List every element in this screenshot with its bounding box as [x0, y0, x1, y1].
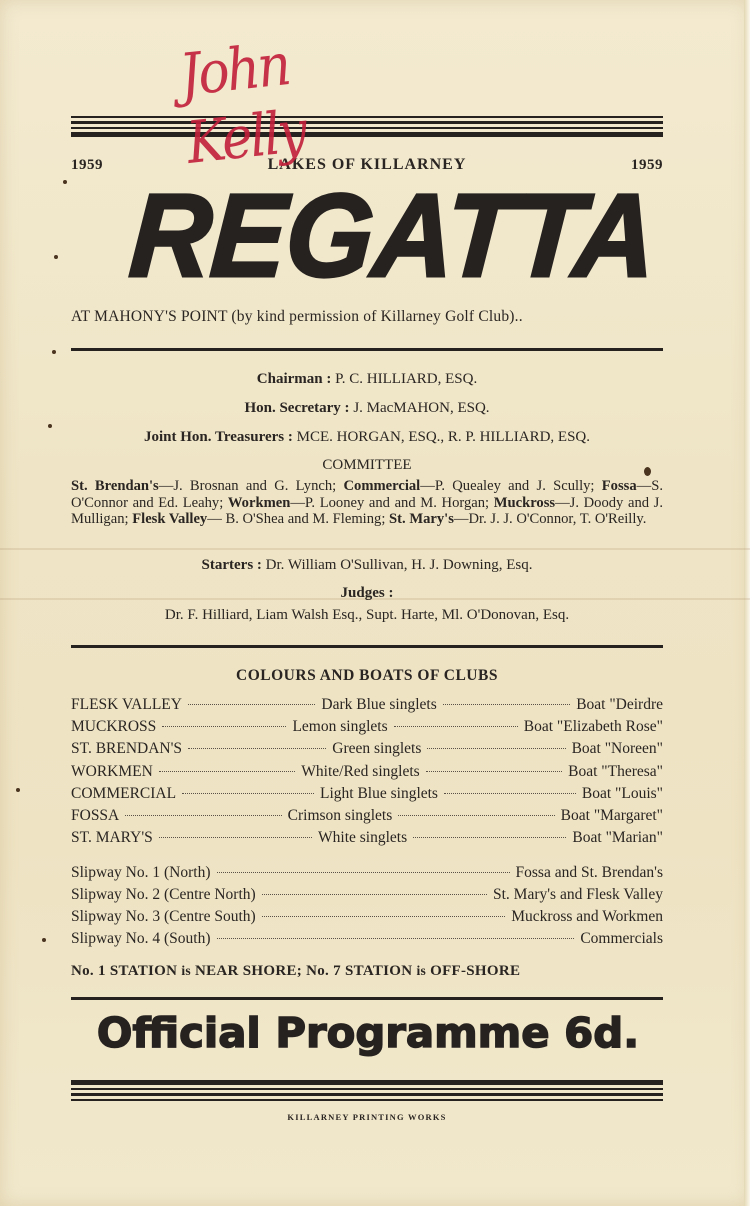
- slipway-clubs: Fossa and St. Brendan's: [515, 864, 663, 881]
- judges-names: Dr. F. Hilliard, Liam Walsh Esq., Supt. Harte, Ml. O'Donovan, Esq.: [164, 607, 570, 623]
- dot-leader: [182, 793, 314, 794]
- chairman-line: [71, 371, 663, 388]
- club-name: MUCKROSS: [71, 718, 157, 735]
- secretary-line: [71, 400, 663, 417]
- club-boat: Boat "Noreen": [571, 740, 663, 757]
- station-text: OFF-SHORE: [426, 963, 521, 979]
- club-colours: Green singlets: [332, 740, 422, 757]
- station-note: [71, 963, 671, 980]
- treasurers-line: [71, 429, 663, 446]
- secretary-name: J. MacMAHON, ESQ.: [353, 400, 490, 416]
- dot-leader: [443, 704, 570, 705]
- judges-heading: [71, 585, 663, 602]
- committee-members: —Dr. J. J. O'Connor, T. O'Reilly.: [453, 511, 647, 527]
- committee-members: —J. Doody and J. Mulligan;: [71, 494, 663, 527]
- dot-leader: [217, 872, 510, 873]
- committee-club: Muckross: [493, 494, 556, 511]
- club-boat: Boat "Elizabeth Rose": [523, 718, 663, 735]
- club-row: [71, 785, 663, 807]
- dot-leader: [262, 894, 487, 895]
- dot-leader: [159, 837, 312, 838]
- paper-speck: [42, 938, 46, 942]
- club-boat: Boat "Theresa": [568, 763, 663, 780]
- club-name: WORKMEN: [71, 763, 153, 780]
- dot-leader: [444, 793, 576, 794]
- judges-label: Judges :: [340, 585, 394, 601]
- starters-label: Starters :: [201, 557, 262, 573]
- starters-line: [71, 557, 663, 574]
- club-name: COMMERCIAL: [71, 785, 177, 802]
- committee-members: — B. O'Shea and M. Fleming;: [207, 511, 390, 527]
- committee-members: —P. Quealey and J. Scully;: [420, 478, 602, 494]
- paper-speck: [63, 180, 67, 184]
- paper-speck: [48, 424, 52, 428]
- committee-heading: COMMITTEE: [322, 457, 412, 473]
- club-name: ST. MARY'S: [71, 829, 153, 846]
- slipway-name: Slipway No. 1 (North): [71, 864, 211, 881]
- dot-leader: [125, 815, 281, 816]
- slipway-clubs: Commercials: [580, 930, 663, 947]
- committee-list: [71, 478, 663, 528]
- paper-speck: [52, 350, 56, 354]
- year-left: 1959: [71, 157, 103, 173]
- dot-leader: [426, 771, 562, 772]
- club-row: [71, 740, 663, 762]
- club-colours: White singlets: [318, 829, 408, 846]
- station-text: is: [416, 963, 427, 978]
- club-colours: Lemon singlets: [292, 718, 388, 735]
- treasurers-label: Joint Hon. Treasurers :: [143, 429, 293, 445]
- club-row: [71, 829, 663, 851]
- paper-speck: [54, 255, 58, 259]
- club-colours: White/Red singlets: [301, 763, 420, 780]
- slipway-row: [71, 864, 663, 886]
- dot-leader: [427, 748, 565, 749]
- bottom-rule-lines: [71, 1080, 663, 1104]
- chairman-label: Chairman :: [256, 371, 332, 387]
- station-text: No. 1 STATION: [71, 963, 182, 979]
- station-text: is: [181, 963, 191, 978]
- club-name: FOSSA: [71, 807, 120, 824]
- committee-club: St. Mary's: [389, 511, 454, 527]
- year-right: 1959: [631, 157, 663, 173]
- club-colours: Dark Blue singlets: [321, 696, 437, 713]
- slipway-name: Slipway No. 3 (Centre South): [71, 908, 256, 925]
- clubs-heading: COLOURS AND BOATS OF CLUBS: [236, 667, 498, 684]
- official-programme-price: Official Programme 6d.: [96, 1009, 640, 1057]
- club-boat: Boat "Marian": [572, 829, 663, 846]
- slipway-row: [71, 886, 663, 908]
- club-name: FLESK VALLEY: [71, 696, 182, 713]
- page-title: REGATTA: [126, 170, 661, 302]
- dot-leader: [188, 704, 315, 705]
- committee-club: St. Brendan's: [71, 478, 159, 494]
- club-colours: Light Blue singlets: [320, 785, 438, 802]
- station-text: NEAR SHORE; No. 7 STATION: [190, 963, 417, 979]
- dot-leader: [398, 815, 554, 816]
- committee-club: Workmen: [227, 494, 291, 511]
- venue-line: AT MAHONY'S POINT (by kind permission of Killarney Golf Club)..: [71, 308, 523, 325]
- committee-club: Flesk Valley: [132, 511, 208, 527]
- dot-leader: [394, 726, 518, 727]
- club-colours: Crimson singlets: [287, 807, 393, 824]
- dot-leader: [413, 837, 566, 838]
- club-boat: Boat "Deirdre: [576, 696, 664, 713]
- paper-speck: [16, 788, 20, 792]
- slipway-clubs: Muckross and Workmen: [511, 908, 663, 925]
- club-row: [71, 718, 663, 740]
- divider: [71, 645, 663, 648]
- chairman-name: P. C. HILLIARD, ESQ.: [335, 371, 478, 387]
- dot-leader: [217, 938, 575, 939]
- club-name: ST. BRENDAN'S: [71, 740, 183, 757]
- slipway-name: Slipway No. 2 (Centre North): [71, 886, 256, 903]
- club-row: [71, 696, 663, 718]
- treasurers-names: MCE. HORGAN, ESQ., R. P. HILLIARD, ESQ.: [296, 429, 590, 445]
- committee-members: —P. Looney and and M. Horgan;: [290, 494, 494, 511]
- slipway-row: [71, 908, 663, 930]
- slipway-name: Slipway No. 4 (South): [71, 930, 211, 947]
- starters-names: Dr. William O'Sullivan, H. J. Downing, Esq.: [265, 557, 533, 573]
- slipway-clubs: St. Mary's and Flesk Valley: [493, 886, 663, 903]
- dot-leader: [188, 748, 326, 749]
- club-boat: Boat "Louis": [581, 785, 664, 802]
- club-row: [71, 763, 663, 785]
- paper-edge: [744, 0, 750, 1206]
- handwritten-signature: John Kelly: [176, 30, 308, 177]
- subtitle: LAKES OF KILLARNEY: [267, 156, 467, 173]
- dot-leader: [159, 771, 295, 772]
- committee-club: Fossa: [601, 478, 637, 494]
- divider: [71, 348, 663, 351]
- divider: [71, 997, 663, 1000]
- paper-crease: [0, 548, 750, 550]
- club-row: [71, 807, 663, 829]
- dot-leader: [262, 916, 506, 917]
- secretary-label: Hon. Secretary :: [244, 400, 350, 416]
- printer-credit: KILLARNEY PRINTING WORKS: [287, 1112, 447, 1122]
- committee-members: —J. Brosnan and G. Lynch;: [158, 478, 344, 494]
- committee-club: Commercial: [343, 478, 421, 494]
- dot-leader: [162, 726, 286, 727]
- slipway-row: [71, 930, 663, 952]
- club-boat: Boat "Margaret": [560, 807, 663, 824]
- committee-members: —S. O'Connor and Ed. Leahy;: [71, 478, 663, 511]
